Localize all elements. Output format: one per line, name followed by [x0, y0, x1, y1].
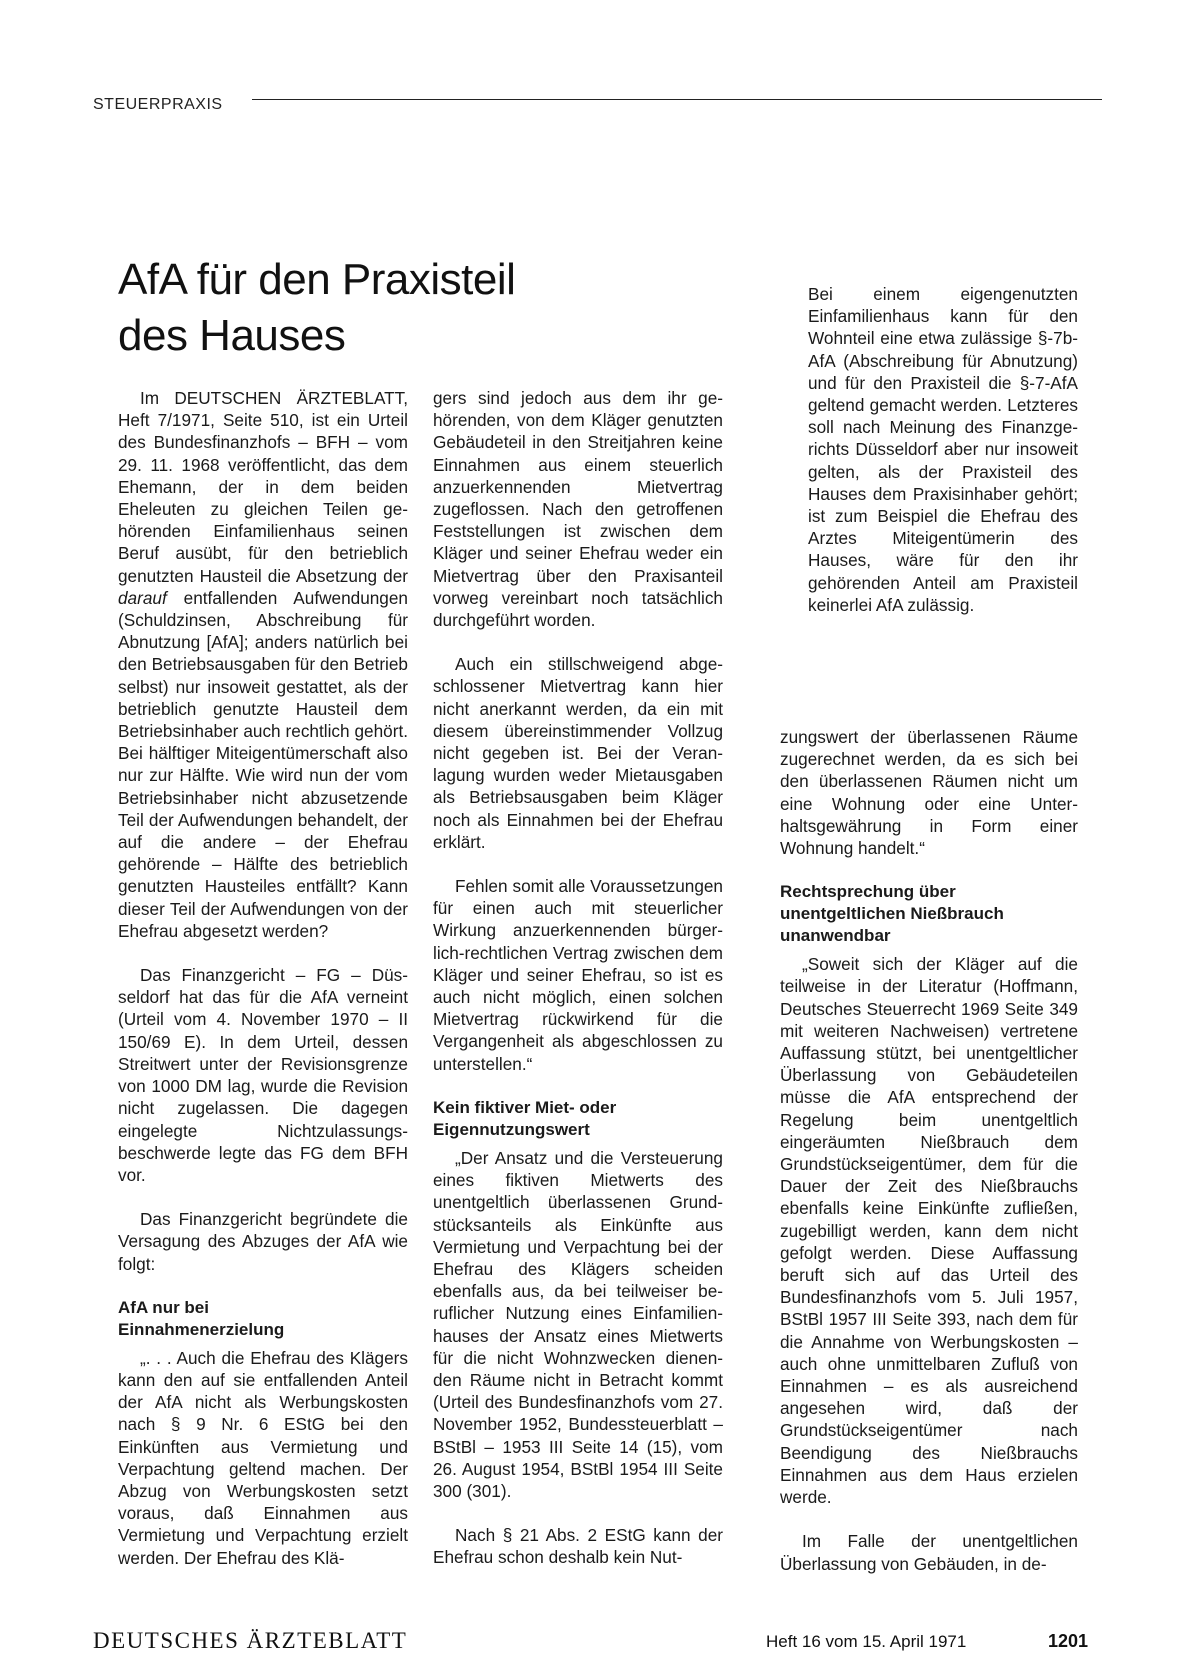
paragraph: „Der Ansatz und die Versteuerung eines fiktiven Mietwerts des unentgeltlich überlassenen Grundstücksanteils als Einkünfte aus Vermietung und Verpachtung bei der Ehefrau des Klägers scheiden ebenfalls aus, da bei teilweiser beruflicher Nutzung eines Einfamilienhauses der Ansatz eines Mietwerts für die nicht Wohnzwecken dienenden Räume nicht in Betracht kommt (Urteil des Bundesfinanzhofs vom 27. November 1952, Bundessteuerblatt – BStBl – 1953 III Seite 14 (15), vom 26. August 1954, BStBl 1954 III Seite 300 (301).: [433, 1147, 723, 1501]
section-label: STEUERPRAXIS: [93, 96, 223, 113]
header-rule: [252, 99, 1102, 100]
paragraph: Im Falle der unentgeltlichen Überlassung von Gebäuden, in de-: [780, 1531, 1078, 1574]
column-2: [433, 387, 723, 1591]
summary-box: [808, 283, 1078, 638]
subheading: [780, 881, 1078, 947]
footer-issue: Heft 16 vom 15. April 1971: [766, 1632, 967, 1651]
subheading: [118, 1297, 408, 1341]
page-number: 1201: [1048, 1631, 1089, 1651]
subheading-line: AfA nur bei: [118, 1297, 209, 1317]
article-title: [118, 252, 598, 364]
paragraph: zungswert der überlassenen Räume zugerechnet werden, da es sich bei den überlassenen Räumen nicht um eine Wohnung oder eine Unterhaltsgewährung in Form einer Wohnung handelt.“: [780, 727, 1078, 859]
paragraph: Fehlen somit alle Voraussetzungen für einen auch mit steuerlicher Wirkung anzuerkennenden bürgerlich-rechtlichen Vertrag zwischen dem Kläger und seiner Ehefrau, so ist es auch nicht möglich, einen solchen Mietvertrag rückwirkend für die Vergangenheit als abgeschlossen zu unterstellen.“: [433, 876, 723, 1074]
subheading: [433, 1097, 723, 1141]
subheading-line: unentgeltlichen Nießbrauch: [780, 904, 1004, 924]
text-run: Im DEUTSCHEN ÄRZTEBLATT, Heft 7/1971, Seite 510, ist ein Urteil des Bundesfinanzhofs – BFH – vom 29. 11. 1968 veröffentlicht, das dem Ehemann, der in dem beiden Eheleuten zu gleichen Teilen gehörenden Einfamilienhaus seinen Beruf ausübt, für den betrieblich genutzten Hausteil die Absetzung der: [118, 388, 408, 586]
paragraph: „Soweit sich der Kläger auf die teilweise in der Literatur (Hoffmann, Deutsches Steuerrecht 1969 Seite 349 mit weiteren Nachweisen) vertretene Auffassung stützt, bei unentgeltlicher Überlassung von Gebäudeteilen müsse die AfA entsprechend der Regelung beim unentgeltlich eingeräumten Nießbrauch dem Grundstückseigentümer, dem für die Dauer der Zeit des Nießbrauchs ebenfalls keine Einkünfte zufließen, zugebilligt werden, kann dem nicht gefolgt werden. Diese Auffassung beruft sich auf das Urteil des Bundesfinanzhofs vom 5. Juli 1957, BStBl 1957 III Seite 393, nach dem für die Annahme von Werbungskosten – auch ohne unmittelbaren Zufluß von Einnahmen – es als ausreichend angesehen wird, daß der Grundstückseigentümer nach Beendigung des Nießbrauchs Einnahmen aus dem Haus erzielen werde.: [780, 954, 1078, 1508]
paragraph: Auch ein stillschweigend abgeschlossener Mietvertrag kann hier nicht anerkannt werden, da ein mit diesem übereinstimmender Vollzug nicht gegeben ist. Bei der Veranlagung wurden weder Mietausgaben als Betriebsausgaben beim Kläger noch als Einnahmen bei der Ehefrau erklärt.: [433, 654, 723, 852]
subheading-line: unanwendbar: [780, 926, 891, 946]
paragraph: gers sind jedoch aus dem ihr gehörenden, von dem Kläger genutzten Gebäudeteil in den Streitjahren keine Einnahmen aus einem steuerlich anzuerkennenden Mietvertrag zugeflossen. Nach den getroffenen Feststellungen ist zwischen dem Kläger und seiner Ehefrau weder ein Mietvertrag über den Praxisanteil vorweg vereinbart noch tatsächlich durchgeführt worden.: [433, 388, 723, 631]
subheading-line: Eigennutzungswert: [433, 1119, 590, 1139]
text-run: entfallenden Aufwendungen (Schuldzinsen, Abschreibung für Abnutzung [AfA]; anders natürlich bei den Betriebsausgaben für den Betrieb selbst) nur insoweit gestattet, als der betrieblich genutzte Hausteil dem Betriebsinhaber auch rechtlich gehört. Bei hälftiger Miteigentümerschaft also nur zur Hälfte. Wie wird nun der vom Betriebsinhaber nicht abzusetzende Teil der Aufwendungen behandelt, der auf die andere – der Ehefrau gehörende – Hälfte des betrieblich genutzten Hausteiles entfällt? Kann dieser Teil der Aufwendungen von der Ehefrau abgesetzt werden?: [118, 587, 408, 941]
paragraph: Nach § 21 Abs. 2 EStG kann der Ehefrau schon deshalb kein Nut-: [433, 1525, 723, 1568]
paragraph: Das Finanzgericht – FG – Düsseldorf hat das für die AfA verneint (Urteil vom 4. November 1970 – II 150/69 E). In dem Urteil, dessen Streitwert unter der Revisionsgrenze von 1000 DM lag, wurde die Revision nicht zugelassen. Die dagegen eingelegte Nichtzulassungsbeschwerde legte das FG dem BFH vor.: [118, 965, 408, 1185]
paragraph: [118, 387, 408, 942]
title-line-1: AfA für den Praxisteil: [118, 255, 516, 304]
footer-journal-name: DEUTSCHES ÄRZTEBLATT: [93, 1628, 408, 1653]
summary-text: Bei einem eigengenutzten Einfamilienhaus kann für den Wohnteil eine etwa zulässige §-7b-AfA (Abschreibung für Abnutzung) und für den Praxisteil die §-7-AfA geltend gemacht werden. Letzteres soll nach Meinung des Finanzgerichts Düsseldorf aber nur insoweit gelten, als der Praxisteil des Hauses dem Praxisinhaber gehört; ist zum Beispiel die Ehefrau des Arztes Miteigentümerin des Hauses, wäre für den ihr gehörenden Anteil am Praxisteil keinerlei AfA zulässig.: [808, 284, 1078, 615]
title-line-2: des Hauses: [118, 311, 346, 360]
subheading-line: Rechtsprechung über: [780, 882, 956, 902]
subheading-line: Einnahmenerzielung: [118, 1319, 285, 1339]
paragraph: Das Finanzgericht begründete die Versagung des Abzuges der AfA wie folgt:: [118, 1209, 408, 1274]
emphasis: darauf: [118, 587, 167, 608]
column-3: [780, 726, 1078, 1597]
subheading-line: Kein fiktiver Miet- oder: [433, 1097, 617, 1117]
column-1: [118, 387, 408, 1591]
paragraph: „. . . Auch die Ehefrau des Klägers kann den auf sie entfallenden Anteil der AfA nicht als Werbungskosten nach § 9 Nr. 6 EStG bei den Einkünften aus Vermietung und Verpachtung geltend machen. Der Abzug von Werbungskosten setzt voraus, daß Einnahmen aus Vermietung und Verpachtung erzielt werden. Der Ehefrau des Klä-: [118, 1347, 408, 1568]
